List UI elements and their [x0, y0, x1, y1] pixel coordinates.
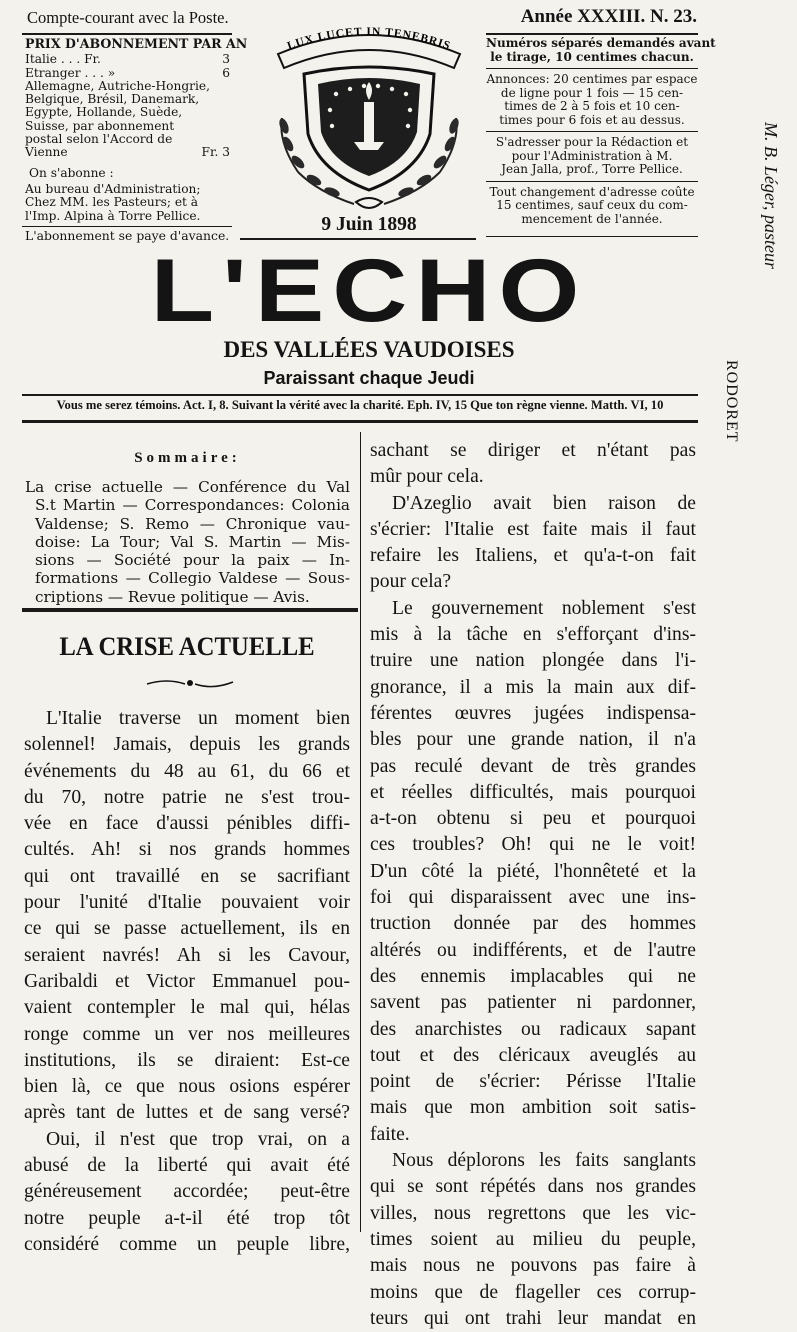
right-box-top-rule — [486, 33, 698, 35]
subscription-row — [25, 67, 230, 80]
single-issues-note — [486, 36, 716, 64]
article-line: bien là, ce que nous osions espérer — [24, 1076, 350, 1098]
article-line: truction donnée par des hommes — [370, 913, 696, 935]
address-change-line: 15 centimes, sauf ceux du com- — [496, 198, 688, 212]
article-line: qui ont travaillé en se sacrifiant — [24, 865, 350, 887]
subscription-row-label: Etranger . . . » — [25, 65, 116, 80]
article-line: après tant de luttes et de sang versé? — [24, 1102, 350, 1124]
contact-line: Jean Jalla, prof., Torre Pellice. — [501, 162, 683, 176]
subscription-row-label: Belgique, Brésil, Danemark, — [25, 92, 200, 107]
sommaire-line: sions — Société pour la paix — In- — [35, 551, 350, 570]
article-line: mis à la tâche en s'efforçant d'ins- — [370, 624, 696, 646]
article-line: ce qui se passe actuellement, ils en — [24, 918, 350, 940]
sommaire-line: criptions — Revue politique — Avis. — [35, 587, 310, 606]
subscription-row-label: postal selon l'Accord de — [25, 132, 173, 147]
subscription-row-label: Vienne — [25, 145, 68, 160]
article-line: seraient navrés! Ah si les Cavour, — [24, 944, 350, 966]
subscription-row — [25, 93, 230, 106]
postal-note: Compte-courant avec la Poste. — [27, 8, 229, 27]
sommaire-title: Sommaire: — [134, 450, 241, 466]
article-line: ces troubles? Oh! qui ne le voit! — [370, 834, 696, 856]
article-line: pour cela? — [370, 571, 452, 593]
article-line: gnorance, il a mis la main aux dif- — [370, 676, 696, 698]
right-box-bottom-rule — [486, 236, 698, 237]
article-line: L'Italie traverse un moment bien — [46, 708, 350, 729]
right-info-box — [486, 36, 716, 226]
date-rule — [240, 238, 476, 240]
article-line: times soient au milieu du peuple, — [370, 1228, 696, 1250]
column-divider — [360, 432, 361, 1232]
publication-frequency: Paraissant chaque Jeudi — [263, 368, 475, 388]
sommaire-line: doise: La Tour; Val S. Martin — Mis- — [35, 532, 350, 551]
article-line: du 70, notre patrie ne s'est trou- — [24, 786, 350, 808]
right-box-rule-2 — [486, 131, 698, 132]
article-line: événements du 48 au 61, du 66 et — [24, 760, 350, 782]
subscription-prices — [25, 53, 230, 159]
left-box-bottom-rule — [22, 226, 232, 227]
article-right-column — [370, 438, 696, 1332]
subscription-row-label: Allemagne, Autriche-Hongrie, — [25, 78, 210, 93]
subscription-where — [25, 183, 230, 223]
ads-line: times pour 6 fois et au dessus. — [499, 112, 685, 127]
article-line: qui se sont répétés dans nos grandes — [370, 1176, 696, 1198]
masthead-title: L'ECHO — [150, 241, 588, 341]
article-line: s'écrier: l'Italie est faite mais il faut — [370, 518, 696, 540]
article-line: tout et des cléricaux aveuglés au — [370, 1044, 696, 1066]
article-line: savent pas patienter ni pardonner, — [370, 992, 696, 1014]
article-left-column — [24, 706, 350, 1258]
article-line: teurs qui ont trahi leur mandat en — [370, 1307, 696, 1329]
article-line: considéré comme un peuple libre, — [24, 1233, 350, 1255]
subscription-row — [25, 133, 230, 146]
article-line: des anarchistes ou radicaux sapant — [370, 1018, 696, 1040]
sommaire-line: Valdense; S. Remo — Chronique vau- — [35, 514, 350, 533]
article-line: ronge comme un ver nos meilleures — [24, 1023, 350, 1045]
editorial-contact — [486, 136, 698, 177]
article-line: faite. — [370, 1123, 410, 1145]
article-line: pas reculé devant de très grandes — [370, 755, 696, 777]
subscription-row-value: 6 — [222, 65, 230, 80]
sommaire-rule — [22, 608, 358, 612]
article-line: mais nous ne pouvons pas faire à — [370, 1255, 696, 1277]
right-box-rule-1 — [486, 68, 698, 69]
epigraph-bottom-rule — [22, 420, 698, 423]
address-change-line: mencement de l'année. — [521, 211, 663, 226]
ads-line: de ligne pour 1 fois — 15 cen- — [500, 85, 684, 100]
article-line: sachant se diriger et n'étant pas — [370, 440, 696, 461]
stamp-place: RODORET — [723, 360, 740, 443]
single-issues-line: le tirage, 10 centimes chacun. — [490, 49, 694, 64]
article-line: foi qui disparaissent avec une ins- — [370, 887, 696, 909]
address-change-note — [486, 186, 698, 227]
advertising-rates — [486, 73, 698, 127]
sommaire-line: La crise actuelle — Conférence du Val — [25, 478, 350, 496]
article-line: moins que de flageller ces corrup- — [370, 1281, 696, 1303]
article-line: et réelles difficultés, mais pourquoi — [370, 781, 696, 803]
article-line: mais que mon ambition soit satis- — [370, 1097, 696, 1119]
article-line: D'Azeglio avait bien raison de — [392, 492, 696, 514]
subscription-row — [25, 120, 230, 133]
article-line: généreusement accordée; peut-être — [24, 1181, 350, 1203]
masthead-subtitle: DES VALLÉES VAUDOISES — [223, 337, 515, 362]
subscription-row-value: 3 — [222, 52, 230, 67]
article-line: mûr pour cela. — [370, 466, 484, 488]
sommaire-list — [25, 478, 350, 606]
sommaire-line: formations — Collegio Valdese — Sous- — [35, 569, 350, 588]
article-line: D'un côté la piété, l'honnêteté et la — [370, 860, 696, 882]
single-issues-line: Numéros séparés demandés avant — [486, 36, 716, 50]
address-change-line: Tout changement d'adresse coûte — [489, 184, 695, 199]
article-line: notre peuple a-t-il été trop tôt — [24, 1207, 350, 1229]
article-line: bles pour une grande nation, il n'a — [370, 729, 696, 751]
title-ornament — [145, 676, 235, 690]
article-line: abusé de la liberté qui avait été — [24, 1155, 350, 1177]
article-line: institutions, ils se diraient: Est-ce — [24, 1049, 350, 1071]
article-line: villes, nous regrettons que les vic- — [370, 1202, 696, 1224]
article-line: des ennemis implacables qui ne — [370, 965, 696, 987]
subscription-row — [25, 106, 230, 119]
issue-date: 9 Juin 1898 — [321, 214, 417, 235]
subscription-where-line: l'Imp. Alpina à Torre Pellice. — [25, 208, 201, 223]
article-line: refaire les Italiens, et qu'a-t-on fait — [370, 545, 696, 567]
article-line: a-t-on obtenu si peu et pourquoi — [370, 808, 696, 830]
article-line: Le gouvernement noblement s'est — [392, 597, 696, 619]
subscription-title: PRIX D'ABONNEMENT PAR AN — [25, 36, 248, 51]
article-line: Nous déplorons les faits sanglants — [392, 1150, 696, 1172]
subscription-row — [25, 80, 230, 93]
article-line: férentes œuvres jugées indispensa- — [370, 702, 696, 724]
subscription-where-line: Au bureau d'Administration; — [25, 181, 201, 196]
subscription-box — [25, 36, 248, 223]
article-line: truire une nation plongée dans l'i- — [370, 650, 696, 672]
payment-note: L'abonnement se paye d'avance. — [25, 228, 230, 243]
article-line: vaient contempler le mal qui, hélas — [24, 997, 350, 1019]
subscription-row — [25, 146, 230, 159]
sommaire-line: S.t Martin — Correspondances: Colonia — [35, 496, 350, 515]
right-box-rule-3 — [486, 181, 698, 182]
subscription-row-label: Suisse, par abonnement — [25, 118, 175, 133]
article-line: Garibaldi et Victor Emmanuel pou- — [24, 970, 350, 992]
volume-number: Année XXXIII. N. 23. — [520, 6, 697, 27]
contact-line: pour l'Administration à M. — [511, 148, 673, 163]
article-line: cultés. Ah! si nos grands hommes — [24, 839, 350, 861]
subscription-row-value: Fr. 3 — [201, 145, 230, 160]
article-line: solennel! Jamais, depuis les grands — [24, 734, 350, 756]
article-line: altérés ou indifférents, et de l'autre — [370, 939, 696, 961]
article-line: vée en face d'aussi pénibles diffi- — [24, 813, 350, 835]
epigraph: Vous me serez témoins. Act. I, 8. Suivant la vérité avec la charité. Eph. IV, 15 Que ton règne vienne. Matth. VI, 10 — [56, 398, 664, 412]
subscription-row — [25, 53, 230, 66]
handwritten-address: M. B. Léger, pasteur — [761, 122, 781, 269]
left-box-top-rule — [22, 33, 232, 35]
subscription-where-title: On s'abonne : — [29, 165, 114, 180]
ads-line: Annonces: 20 centimes par espace — [486, 72, 698, 86]
subscription-row-label: Egypte, Hollande, Suède, — [25, 105, 183, 120]
subscription-row-label: Italie . . . Fr. — [25, 52, 101, 67]
article-line: Oui, il n'est que trop vrai, on a — [46, 1128, 350, 1150]
article-title: LA CRISE ACTUELLE — [59, 632, 315, 661]
ads-line: times de 2 à 5 fois et 10 cen- — [504, 99, 680, 113]
waldensian-emblem — [258, 22, 480, 218]
subscription-where-line: Chez MM. les Pasteurs; et à — [25, 195, 199, 210]
epigraph-top-rule — [22, 394, 698, 396]
contact-line: S'adresser pour la Rédaction et — [495, 135, 689, 149]
article-line: pour l'unité d'Italie pouvaient voir — [24, 892, 350, 914]
article-line: point de s'écrier: Périsse l'Italie — [370, 1071, 696, 1093]
emblem-motto: LUX LUCET IN TENEBRIS — [285, 25, 453, 53]
